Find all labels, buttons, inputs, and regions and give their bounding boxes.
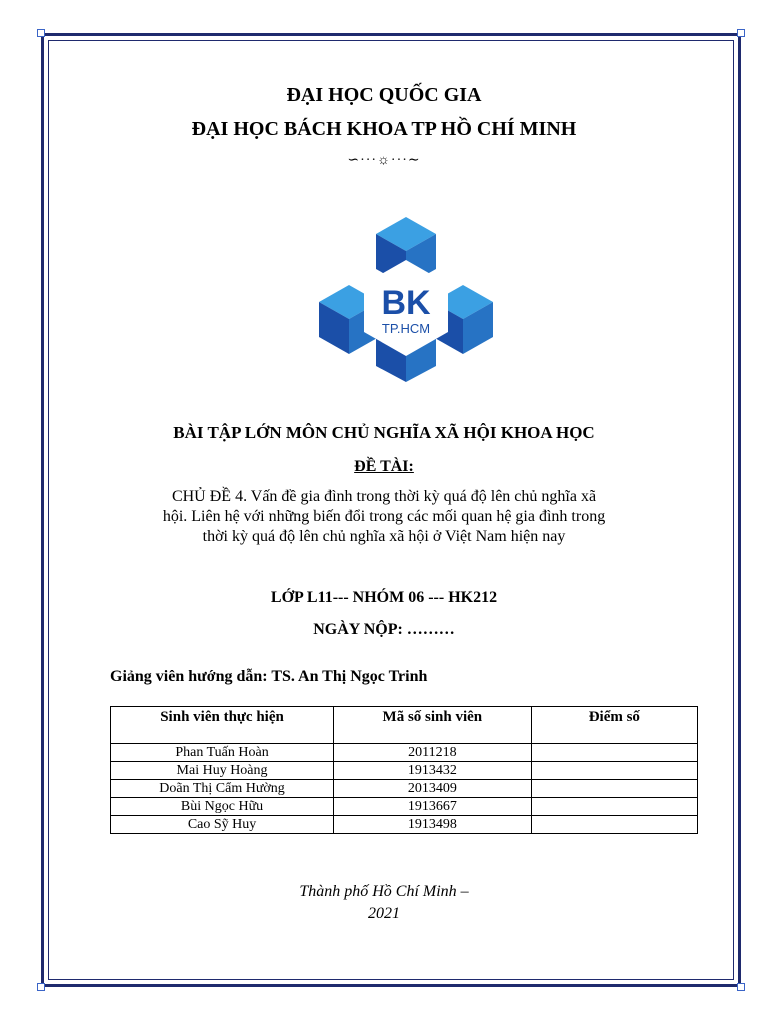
faculty-name: ĐẠI HỌC BÁCH KHOA TP HỒ CHÍ MINH xyxy=(191,118,577,140)
logo-text-bk: BK xyxy=(381,284,431,322)
header-student-id-text: Mã số sinh viên xyxy=(382,709,483,725)
student-id-cell: 1913667 xyxy=(334,798,532,816)
bk-university-logo xyxy=(316,214,496,384)
student-name-cell: Phan Tuấn Hoàn xyxy=(111,744,334,762)
corner-marker-top-right xyxy=(737,29,745,37)
project-title: BÀI TẬP LỚN MÔN CHỦ NGHĨA XÃ HỘI KHOA HỌC xyxy=(173,423,595,442)
table-row xyxy=(111,744,698,762)
class-group-info: LỚP L11--- NHÓM 06 --- HK212 xyxy=(270,589,498,606)
table-row xyxy=(111,816,698,834)
student-name-cell: Mai Huy Hoàng xyxy=(111,762,334,780)
score-cell xyxy=(531,798,697,816)
score-cell xyxy=(531,762,697,780)
score-cell xyxy=(531,780,697,798)
score-cell xyxy=(531,816,697,834)
student-name-cell: Doãn Thị Cẩm Hường xyxy=(111,780,334,798)
corner-marker-top-left xyxy=(37,29,45,37)
student-id-cell: 1913432 xyxy=(334,762,532,780)
table-header-row xyxy=(111,707,698,744)
lecturer-name: Giảng viên hướng dẫn: TS. An Thị Ngọc Trinh xyxy=(110,668,428,685)
student-id-cell: 2013409 xyxy=(334,780,532,798)
student-id-cell: 2011218 xyxy=(334,744,532,762)
student-id-cell: 1913498 xyxy=(334,816,532,834)
header-student-id xyxy=(334,707,532,744)
topic-label: ĐỀ TÀI: xyxy=(354,458,414,475)
university-name: ĐẠI HỌC QUỐC GIA xyxy=(286,84,482,106)
student-name-cell: Bùi Ngọc Hữu xyxy=(111,798,334,816)
table-row xyxy=(111,780,698,798)
logo-text-tphcm: TP.HCM xyxy=(381,321,431,336)
student-name-cell: Cao Sỹ Huy xyxy=(111,816,334,834)
corner-marker-bottom-left xyxy=(37,983,45,991)
place-line-1: Thành phố Hồ Chí Minh – xyxy=(299,883,469,900)
place-line-2: 2021 xyxy=(368,905,400,922)
topic-line-3: thời kỳ quá độ lên chủ nghĩa xã hội ở Việt Nam hiện nay xyxy=(202,528,566,545)
ornament-divider: ∽···☼···∼ xyxy=(347,153,421,168)
topic-line-1: CHỦ ĐỀ 4. Vấn đề gia đình trong thời kỳ quá độ lên chủ nghĩa xã xyxy=(171,488,597,505)
submission-date: NGÀY NỘP: ……… xyxy=(313,621,455,638)
student-table xyxy=(110,706,698,834)
header-score: Điểm số xyxy=(531,707,697,744)
topic-line-2: hội. Liên hệ với những biến đổi trong các mối quan hệ gia đình trong xyxy=(162,508,606,525)
corner-marker-bottom-right xyxy=(737,983,745,991)
table-row xyxy=(111,762,698,780)
table-row xyxy=(111,798,698,816)
score-cell xyxy=(531,744,697,762)
header-student-name: Sinh viên thực hiện xyxy=(111,707,334,744)
